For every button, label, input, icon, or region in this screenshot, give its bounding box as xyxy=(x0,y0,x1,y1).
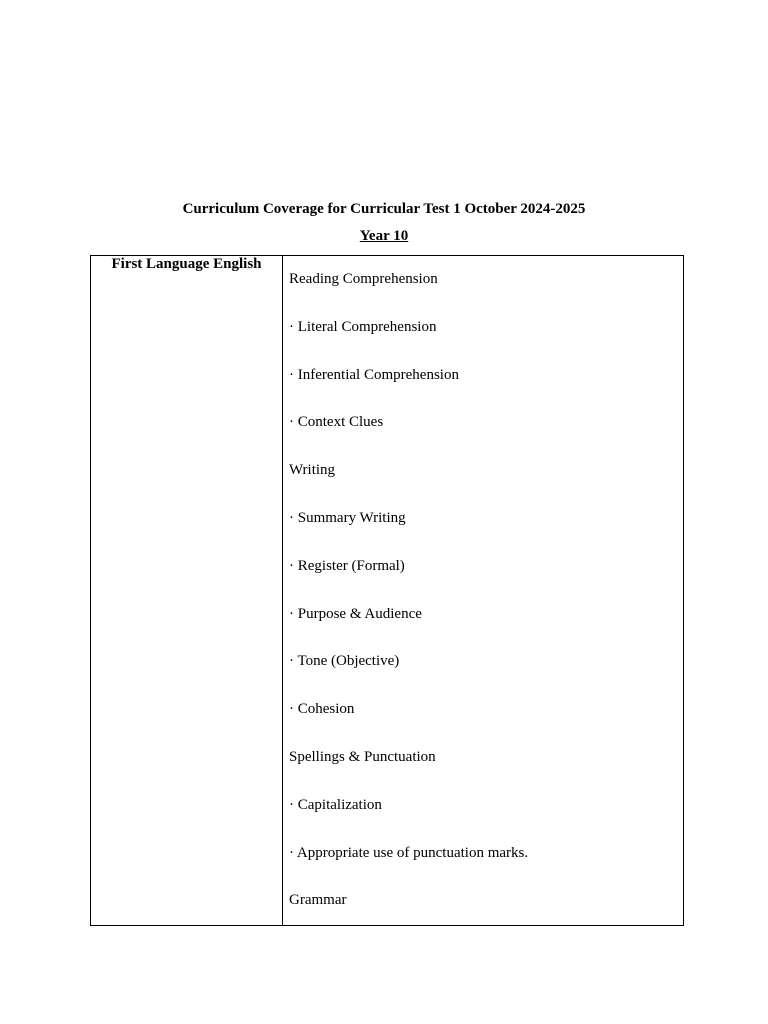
document-title: Curriculum Coverage for Curricular Test 1 October 2024-2025 xyxy=(182,201,586,217)
topic-item: · Context Clues xyxy=(289,414,384,431)
topic-item: · Capitalization xyxy=(289,796,382,813)
topic-item: · Inferential Comprehension xyxy=(289,366,459,383)
topic-item: · Appropriate use of punctuation marks. xyxy=(289,844,529,861)
table-row xyxy=(91,256,684,926)
subject-cell xyxy=(91,256,283,926)
topic-item: · Purpose & Audience xyxy=(289,605,422,622)
topic-item: Grammar xyxy=(289,892,347,909)
topic-item: Spellings & Punctuation xyxy=(289,748,436,765)
topic-item: · Literal Comprehension xyxy=(289,318,437,335)
subject-label: First Language English xyxy=(111,256,262,272)
topics-cell xyxy=(283,256,684,926)
topic-item: · Cohesion xyxy=(289,701,355,718)
curriculum-table xyxy=(90,255,684,926)
document-subtitle: Year 10 xyxy=(359,228,409,244)
topic-item: · Summary Writing xyxy=(289,509,406,526)
topic-list xyxy=(289,256,683,910)
topic-item: Reading Comprehension xyxy=(289,271,438,287)
topic-item: · Tone (Objective) xyxy=(289,653,400,670)
topic-item: · Register (Formal) xyxy=(289,557,405,574)
topic-item: Writing xyxy=(289,462,336,479)
